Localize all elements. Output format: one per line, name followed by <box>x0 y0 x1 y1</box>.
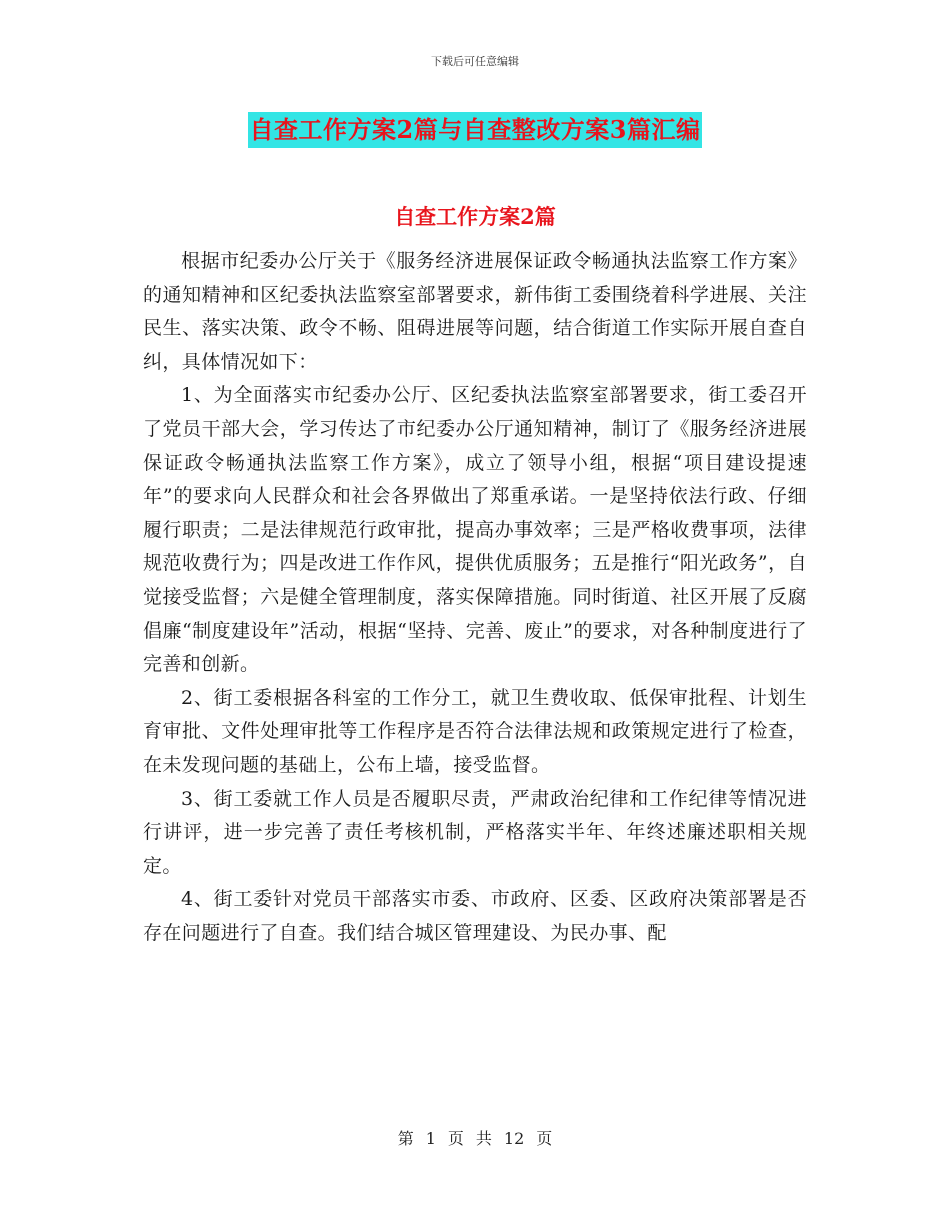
footer-total-unit: 页 <box>536 1129 553 1148</box>
paragraph-item-1: 1、为全面落实市纪委办公厅、区纪委执法监察室部署要求，街工委召开了党员干部大会，学习传达了市纪委办公厅通知精神，制订了《服务经济进展保证政令畅通执法监察工作方案》，成立了领导小组，根据“项目建设提速年”的要求向人民群众和社会各界做出了郑重承诺。一是坚持依法行政、仔细履行职责；二是法律规范行政审批，提高办事效率；三是严格收费事项，法律规范收费行为；四是改进工作作风，提供优质服务；五是推行“阳光政务”，自觉接受监督；六是健全管理制度，落实保障措施。同时街道、社区开展了反腐倡廉“制度建设年”活动，根据“坚持、完善、废止”的要求，对各种制度进行了完善和创新。 <box>143 384 807 676</box>
paragraph-intro: 根据市纪委办公厅关于《服务经济进展保证政令畅通执法监察工作方案》的通知精神和区纪委执法监察室部署要求，新伟街工委围绕着科学进展、关注民生、落实决策、政令不畅、阻碍进展等问题，结合街道工作实际开展自查自纠，具体情况如下： <box>143 250 807 373</box>
page-header-note: 下载后可任意编辑 <box>431 55 519 68</box>
footer-total-prefix: 共 <box>475 1129 492 1148</box>
document-title-container <box>0 112 950 148</box>
footer-page-prefix: 第 <box>397 1129 414 1148</box>
document-title: 自查工作方案2篇与自查整改方案3篇汇编 <box>248 112 703 148</box>
document-body <box>143 245 807 950</box>
footer-page-current: 1 <box>425 1129 436 1148</box>
page-footer <box>0 1126 950 1149</box>
paragraph-item-4: 4、街工委针对党员干部落实市委、市政府、区委、区政府决策部署是否存在问题进行了自查。我们结合城区管理建设、为民办事、配 <box>143 888 807 944</box>
paragraph-item-3: 3、街工委就工作人员是否履职尽责，严肃政治纪律和工作纪律等情况进行讲评，进一步完善了责任考核机制，严格落实半年、年终述廉述职相关规定。 <box>143 787 807 877</box>
footer-page-total: 12 <box>503 1129 525 1148</box>
footer-page-unit: 页 <box>447 1129 464 1148</box>
section-title: 自查工作方案2篇 <box>394 204 556 229</box>
paragraph-item-2: 2、街工委根据各科室的工作分工，就卫生费收取、低保审批程、计划生育审批、文件处理审批等工作程序是否符合法律法规和政策规定进行了检查，在未发现问题的基础上，公布上墙，接受监督。 <box>143 686 807 776</box>
